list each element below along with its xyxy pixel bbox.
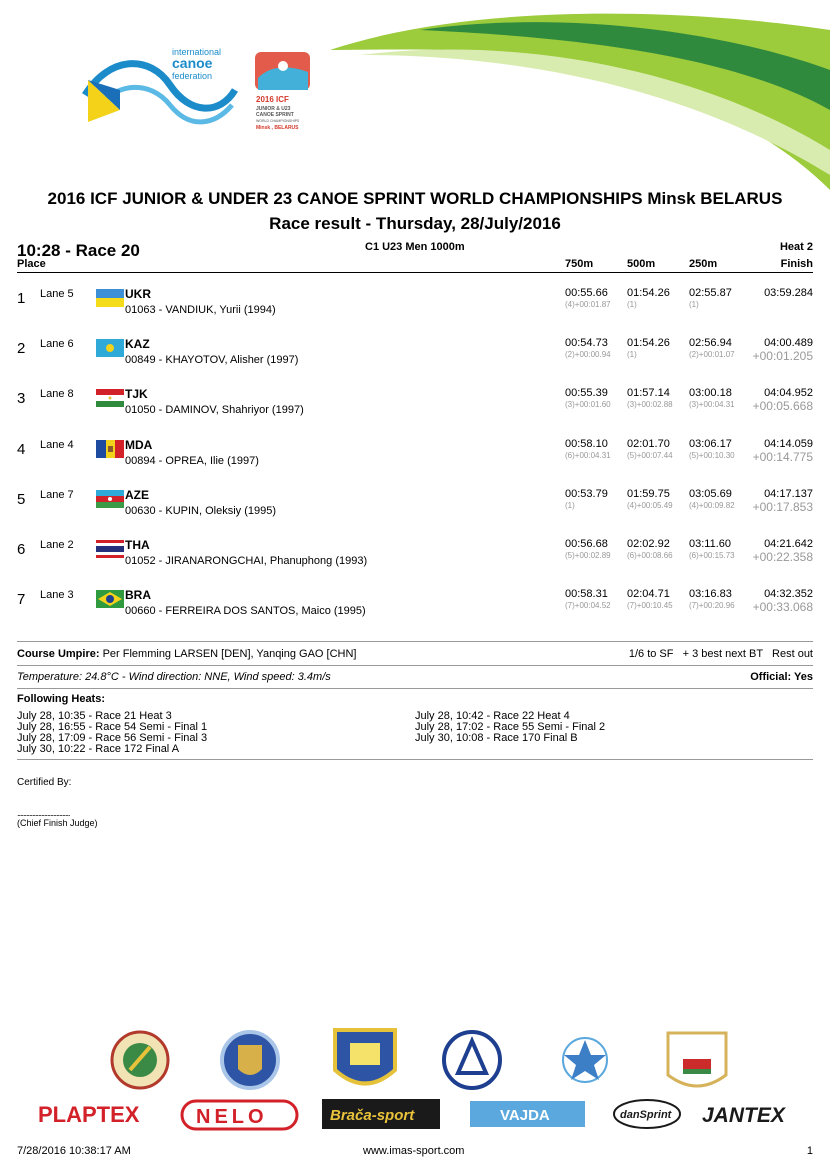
star-emblem-icon xyxy=(563,1038,607,1082)
event-logo-text-4: WORLD CHAMPIONSHIPS xyxy=(256,119,300,123)
finish-time: 04:04.952 xyxy=(764,387,813,400)
finish-gap: +00:22.358 xyxy=(752,550,813,564)
finish-gap: +00:33.068 xyxy=(752,600,813,615)
following-heats-right xyxy=(415,711,605,744)
split-250m: 03:11.60 xyxy=(689,538,732,550)
split-250m: 02:56.94 xyxy=(689,337,732,350)
result-place: 6 xyxy=(17,541,26,558)
split-250m-rank: (5)+00:10.30 xyxy=(689,450,735,460)
split-500m: 01:54.26 xyxy=(627,337,670,350)
split-500m: 02:04.71 xyxy=(627,588,670,601)
footer-page: 1 xyxy=(806,1145,813,1157)
col-place: Place xyxy=(17,258,46,270)
rowing-federation-icon xyxy=(444,1032,500,1088)
result-lane: Lane 3 xyxy=(40,589,74,602)
icf-logo-text-1: international xyxy=(172,47,222,57)
result-place: 4 xyxy=(17,440,26,458)
split-250m: 03:05.69 xyxy=(689,487,732,500)
result-nation: BRA xyxy=(125,588,151,603)
split-750m-rank: (7)+00:04.52 xyxy=(565,601,611,611)
split-250m-rank: (2)+00:01.07 xyxy=(689,350,735,360)
result-nation: KAZ xyxy=(125,337,150,352)
result-lane: Lane 2 xyxy=(40,539,74,551)
col-250m: 250m xyxy=(689,258,718,270)
page-title: 2016 ICF JUNIOR & UNDER 23 CANOE SPRINT WORLD CHAMPIONSHIPS Minsk BELARUS xyxy=(47,189,783,208)
result-place: 1 xyxy=(17,290,26,307)
sponsor-nelo: NELO xyxy=(196,1106,268,1128)
split-250m: 03:00.18 xyxy=(689,387,732,400)
finish-time: 04:17.137 xyxy=(764,487,813,500)
result-lane: Lane 5 xyxy=(40,288,74,300)
col-finish: Finish xyxy=(780,258,813,270)
finish-gap: +00:05.668 xyxy=(752,399,813,414)
sponsors-strip xyxy=(0,1025,830,1135)
split-500m-rank: (6)+00:08.66 xyxy=(627,551,673,560)
flag-ukr-icon xyxy=(96,289,124,307)
event-logo xyxy=(255,52,310,90)
header-banner xyxy=(0,0,830,190)
course-umpire-label: Course Umpire: xyxy=(17,648,100,660)
following-rule xyxy=(17,688,813,689)
result-lane: Lane 7 xyxy=(40,488,74,501)
race-event: C1 U23 Men 1000m xyxy=(365,241,465,253)
weather-rule xyxy=(17,665,813,666)
following-heat: July 30, 10:08 - Race 170 Final B xyxy=(415,732,578,744)
following-heats-label: Following Heats: xyxy=(17,693,105,705)
split-500m-rank: (3)+00:02.88 xyxy=(627,400,673,410)
icf-logo-text-3: federation xyxy=(172,71,213,81)
sponsor-dansprint: danSprint xyxy=(620,1109,672,1121)
following-heat: July 28, 16:55 - Race 54 Semi - Final 1 xyxy=(17,721,208,733)
result-nation: THA xyxy=(125,538,150,552)
footer-printed: 7/28/2016 10:38:17 AM xyxy=(17,1145,131,1157)
split-750m-rank: (1) xyxy=(565,500,575,510)
icf-logo-text-2: canoe xyxy=(172,55,213,71)
split-750m: 00:58.10 xyxy=(565,437,608,450)
split-750m: 00:58.31 xyxy=(565,588,608,601)
finish-time: 04:14.059 xyxy=(764,437,813,450)
result-row xyxy=(0,382,830,432)
finish-time: 04:32.352 xyxy=(764,588,813,601)
result-nation: UKR xyxy=(125,287,151,301)
weather-info: Temperature: 24.8°C - Wind direction: NNE, Wind speed: 3.4m/s xyxy=(17,671,331,683)
result-row xyxy=(0,332,830,382)
split-250m-rank: (4)+00:09.82 xyxy=(689,500,735,510)
split-500m-rank: (4)+00:05.49 xyxy=(627,500,673,510)
race-heat: Heat 2 xyxy=(779,241,813,253)
following-heat: July 30, 10:22 - Race 172 Final A xyxy=(17,743,180,755)
result-athlete: 00894 - OPREA, Ilie (1997) xyxy=(125,454,259,467)
split-750m: 00:56.68 xyxy=(565,538,608,550)
split-500m-rank: (5)+00:07.44 xyxy=(627,450,673,460)
chief-judge-role: (Chief Finish Judge) xyxy=(17,818,98,828)
progression-rules: 1/6 to SF + 3 best next BT Rest out xyxy=(628,648,813,660)
finish-gap: +00:01.205 xyxy=(752,349,813,364)
result-athlete: 00630 - KUPIN, Oleksiy (1995) xyxy=(125,504,277,517)
split-750m: 00:53.79 xyxy=(565,487,608,500)
signature-line: ................................... xyxy=(17,808,70,818)
footer-site[interactable]: www.imas-sport.com xyxy=(363,1145,465,1157)
following-heat: July 28, 10:35 - Race 21 Heat 3 xyxy=(17,710,172,722)
split-750m-rank: (4)+00:01.87 xyxy=(565,300,611,309)
result-place: 7 xyxy=(17,591,26,609)
flag-aze-icon xyxy=(96,490,124,508)
finish-gap: +00:14.775 xyxy=(752,449,813,464)
following-heat: July 28, 17:02 - Race 55 Semi - Final 2 xyxy=(415,721,606,733)
flag-bra-icon xyxy=(96,590,124,608)
result-athlete: 01050 - DAMINOV, Shahriyor (1997) xyxy=(125,404,304,417)
officials-rule xyxy=(17,641,813,642)
certified-rule xyxy=(17,759,813,760)
page-subtitle: Race result - Thursday, 28/July/2016 xyxy=(269,214,561,233)
header-rule xyxy=(17,272,813,273)
finish-time: 03:59.284 xyxy=(764,287,813,299)
split-750m: 00:54.73 xyxy=(565,337,608,350)
result-place: 2 xyxy=(17,340,26,358)
result-athlete: 00660 - FERREIRA DOS SANTOS, Maico (1995) xyxy=(125,605,366,618)
finish-time: 04:21.642 xyxy=(764,538,813,550)
event-logo-text-2: JUNIOR & U23 xyxy=(256,106,291,112)
certified-label: Certified By: xyxy=(17,777,72,788)
split-750m-rank: (5)+00:02.89 xyxy=(565,551,611,560)
following-heats-left xyxy=(17,711,207,755)
sponsor-braca: Brača-sport xyxy=(330,1107,415,1124)
sponsor-plaptex: PLAPTEX xyxy=(38,1102,140,1127)
coat-of-arms-icon xyxy=(222,1032,278,1088)
finish-gap: +00:17.853 xyxy=(752,499,813,514)
olympic-committee-icon xyxy=(668,1033,726,1086)
result-place: 5 xyxy=(17,490,26,508)
result-row xyxy=(0,282,830,332)
split-500m: 01:59.75 xyxy=(627,487,670,500)
official-status: Official: Yes xyxy=(750,671,813,683)
split-250m-rank: (3)+00:04.31 xyxy=(689,400,735,410)
split-250m-rank: (7)+00:20.96 xyxy=(689,601,735,611)
col-750m: 750m xyxy=(565,258,594,270)
split-500m: 02:01.70 xyxy=(627,437,670,450)
result-nation: AZE xyxy=(125,487,149,502)
icf-logo xyxy=(85,64,235,122)
race-time: 10:28 - Race 20 xyxy=(17,241,140,260)
sponsor-vajda: VAJDA xyxy=(500,1107,550,1124)
result-nation: TJK xyxy=(125,387,148,402)
split-250m: 02:55.87 xyxy=(689,287,732,299)
result-lane: Lane 8 xyxy=(40,388,74,401)
result-row xyxy=(0,433,830,483)
federation-emblem-icon xyxy=(112,1032,168,1088)
result-row xyxy=(0,483,830,533)
split-250m: 03:06.17 xyxy=(689,437,732,450)
event-logo-text-3: CANOE SPRINT xyxy=(256,112,294,118)
result-athlete: 01063 - VANDIUK, Yurii (1994) xyxy=(125,304,276,316)
event-logo-text-1: 2016 ICF xyxy=(256,95,289,104)
result-athlete: 01052 - JIRANARONGCHAI, Phanuphong (1993) xyxy=(125,555,368,567)
split-250m-rank: (6)+00:15.73 xyxy=(689,551,735,560)
split-500m-rank: (7)+00:10.45 xyxy=(627,601,673,611)
split-750m-rank: (2)+00:00.94 xyxy=(565,350,611,360)
flag-mda-icon xyxy=(96,440,124,458)
city-shield-icon xyxy=(335,1030,395,1084)
following-heat: July 28, 10:42 - Race 22 Heat 4 xyxy=(415,710,570,722)
split-750m: 00:55.39 xyxy=(565,387,608,400)
flag-tjk-icon xyxy=(96,389,124,407)
event-logo-text-5: Minsk , BELARUS xyxy=(256,125,299,131)
result-row xyxy=(0,533,830,583)
result-row xyxy=(0,583,830,633)
split-750m-rank: (3)+00:01.60 xyxy=(565,400,611,410)
course-umpire xyxy=(17,648,357,660)
result-athlete: 00849 - KHAYOTOV, Alisher (1997) xyxy=(125,354,299,367)
split-500m: 01:54.26 xyxy=(627,287,670,299)
result-lane: Lane 6 xyxy=(40,338,74,351)
sponsor-jantex: JANTEX xyxy=(702,1104,785,1127)
result-lane: Lane 4 xyxy=(40,438,74,451)
split-500m: 01:57.14 xyxy=(627,387,670,400)
course-umpire-names: Per Flemming LARSEN [DEN], Yanqing GAO [CHN] xyxy=(102,648,357,660)
result-nation: MDA xyxy=(125,437,153,452)
finish-time: 04:00.489 xyxy=(764,337,813,350)
flag-tha-icon xyxy=(96,540,124,558)
split-750m-rank: (6)+00:04.31 xyxy=(565,450,611,460)
split-250m-rank: (1) xyxy=(689,300,699,309)
col-500m: 500m xyxy=(627,258,656,270)
flag-kaz-icon xyxy=(96,339,124,357)
split-500m-rank: (1) xyxy=(627,350,637,360)
split-750m: 00:55.66 xyxy=(565,287,608,299)
split-500m: 02:02.92 xyxy=(627,538,670,550)
following-heat: July 28, 17:09 - Race 56 Semi - Final 3 xyxy=(17,732,208,744)
split-250m: 03:16.83 xyxy=(689,588,732,601)
split-500m-rank: (1) xyxy=(627,300,637,309)
result-place: 3 xyxy=(17,390,26,408)
